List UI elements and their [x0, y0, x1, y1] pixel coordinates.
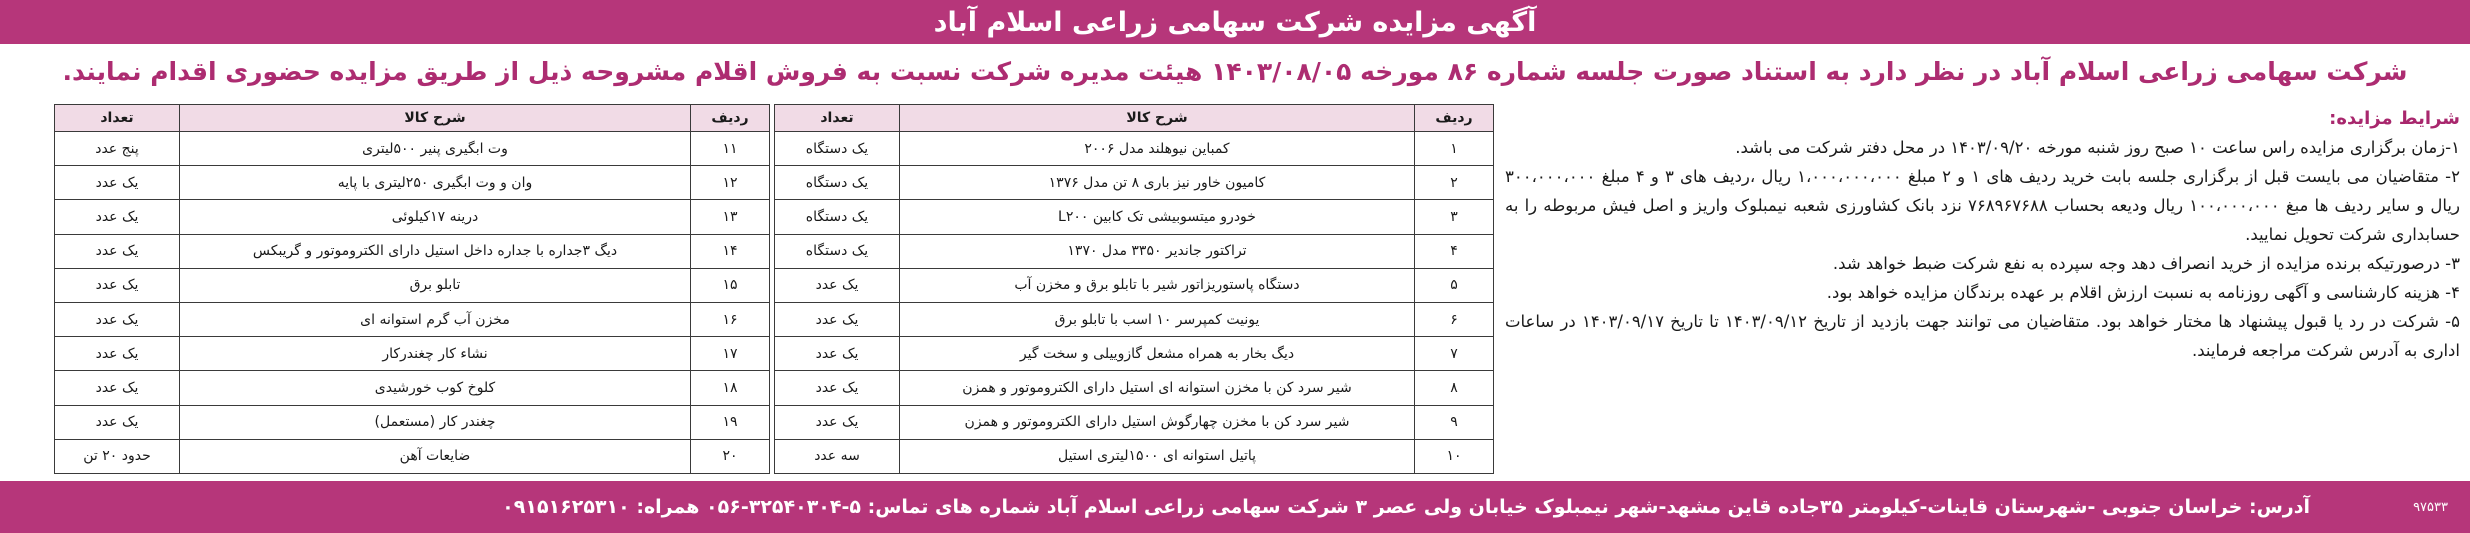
row-number-cell: ۷ [1415, 337, 1494, 371]
quantity-cell: یک دستگاه [775, 132, 900, 166]
row-number-cell: ۱۰ [1415, 439, 1494, 473]
description-cell: نشاء کار چغندرکار [180, 337, 691, 371]
table-header-row [55, 105, 770, 132]
quantity-cell: یک عدد [55, 234, 180, 268]
description-cell: دیگ ۳جداره با جداره داخل استیل دارای الکتروموتور و گریبکس [180, 234, 691, 268]
row-number-cell: ۹ [1415, 405, 1494, 439]
table-row [55, 234, 770, 268]
quantity-cell: یک عدد [55, 200, 180, 234]
condition-item: ۱-زمان برگزاری مزایده راس ساعت ۱۰ صبح روز شنبه مورخه ۱۴۰۳/۰۹/۲۰ در محل دفتر شرکت می باشد. [1735, 138, 2460, 157]
quantity-cell: یک عدد [775, 268, 900, 302]
table-row [775, 234, 1494, 268]
conditions-title: شرایط مزایده: [2329, 108, 2460, 129]
table-row [55, 166, 770, 200]
description-cell: درینه ۱۷کیلوئی [180, 200, 691, 234]
table-row [775, 439, 1494, 473]
row-number-cell: ۵ [1415, 268, 1494, 302]
quantity-cell: یک عدد [55, 166, 180, 200]
header-row-number: ردیف [691, 105, 770, 132]
row-number-cell: ۱۳ [691, 200, 770, 234]
quantity-cell: یک دستگاه [775, 166, 900, 200]
items-tables [54, 104, 1494, 474]
description-cell: تابلو برق [180, 268, 691, 302]
quantity-cell: یک عدد [775, 337, 900, 371]
header-description: شرح کالا [180, 105, 691, 132]
description-cell: خودرو میتسوبیشی تک کابین L۲۰۰ [900, 200, 1415, 234]
table-row [775, 200, 1494, 234]
quantity-cell: یک عدد [55, 337, 180, 371]
row-number-cell: ۱۶ [691, 302, 770, 336]
quantity-cell: حدود ۲۰ تن [55, 439, 180, 473]
row-number-cell: ۱۲ [691, 166, 770, 200]
table-row [775, 268, 1494, 302]
description-cell: مخزن آب گرم استوانه ای [180, 302, 691, 336]
description-cell: ضایعات آهن [180, 439, 691, 473]
description-cell: پاتیل استوانه ای ۱۵۰۰لیتری استیل [900, 439, 1415, 473]
quantity-cell: یک عدد [55, 302, 180, 336]
description-cell: وت ابگیری پنیر ۵۰۰لیتری [180, 132, 691, 166]
description-cell: شیر سرد کن با مخزن استوانه ای استیل دارای الکتروموتور و همزن [900, 371, 1415, 405]
condition-item: ۳- درصورتیکه برنده مزایده از خرید انصراف دهد وجه سپرده به نفع شرکت ضبط خواهد شد. [1832, 254, 2460, 273]
row-number-cell: ۱۹ [691, 405, 770, 439]
quantity-cell: پنج عدد [55, 132, 180, 166]
subtitle: شرکت سهامی زراعی اسلام آباد در نظر دارد به استناد صورت جلسه شماره ۸۶ مورخه ۱۴۰۳/۰۸/۰۵ هیئت مدیره شرکت نسبت به فروش اقلام مشروحه ذیل از طریق مزایده حضوری اقدام نمایند. [62, 56, 2408, 86]
table-row [775, 371, 1494, 405]
condition-item: ۲- متقاضیان می بایست قبل از برگزاری جلسه بابت خرید ردیف های ۱ و ۲ مبلغ ۱،۰۰۰،۰۰۰،۰۰۰ ریال ،ردیف های ۳ و ۴ مبلغ ۳۰۰،۰۰۰،۰۰۰ ریال و سایر ردیف ها مبغ ۱۰۰،۰۰۰،۰۰۰ ریال ودیعه بحساب ۷۶۸۹۶۷۶۸۸ نزد بانک کشاورزی شعبه نیمبلوک واریز و اصل فیش مربوطه را به حسابداری شرکت تحویل نمایید. [1505, 167, 2460, 244]
description-cell: تراکتور جاندیر ۳۳۵۰ مدل ۱۳۷۰ [900, 234, 1415, 268]
table-row [775, 302, 1494, 336]
row-number-cell: ۲۰ [691, 439, 770, 473]
header-description: شرح کالا [900, 105, 1415, 132]
table-header-row [775, 105, 1494, 132]
quantity-cell: یک عدد [775, 302, 900, 336]
footer-bar [0, 481, 2470, 533]
items-table-left [54, 104, 770, 474]
description-cell: یونیت کمپرسر ۱۰ اسب با تابلو برق [900, 302, 1415, 336]
description-cell: کلوخ کوب خورشیدی [180, 371, 691, 405]
quantity-cell: یک عدد [775, 405, 900, 439]
table-row [775, 132, 1494, 166]
row-number-cell: ۱ [1415, 132, 1494, 166]
reference-code: ۹۷۵۳۳ [2413, 499, 2448, 515]
description-cell: چغندر کار (مستعمل) [180, 405, 691, 439]
row-number-cell: ۱۱ [691, 132, 770, 166]
header-row-number: ردیف [1415, 105, 1494, 132]
row-number-cell: ۱۸ [691, 371, 770, 405]
description-cell: کامیون خاور نیز باری ۸ تن مدل ۱۳۷۶ [900, 166, 1415, 200]
table-row [55, 405, 770, 439]
quantity-cell: یک عدد [775, 371, 900, 405]
table-row [55, 371, 770, 405]
row-number-cell: ۴ [1415, 234, 1494, 268]
table-row [55, 268, 770, 302]
items-table-right [774, 104, 1494, 474]
row-number-cell: ۳ [1415, 200, 1494, 234]
description-cell: شیر سرد کن با مخزن چهارگوش استیل دارای الکتروموتور و همزن [900, 405, 1415, 439]
title-bar [0, 0, 2470, 44]
quantity-cell: یک عدد [55, 405, 180, 439]
table-row [55, 337, 770, 371]
row-number-cell: ۱۴ [691, 234, 770, 268]
row-number-cell: ۶ [1415, 302, 1494, 336]
quantity-cell: یک دستگاه [775, 234, 900, 268]
table-body [775, 132, 1494, 474]
quantity-cell: یک عدد [55, 371, 180, 405]
auction-conditions [1505, 104, 2460, 474]
table-row [55, 302, 770, 336]
header-quantity: تعداد [775, 105, 900, 132]
table-row [55, 439, 770, 473]
quantity-cell: یک دستگاه [775, 200, 900, 234]
quantity-cell: یک عدد [55, 268, 180, 302]
header-quantity: تعداد [55, 105, 180, 132]
row-number-cell: ۱۷ [691, 337, 770, 371]
footer-address: آدرس: خراسان جنوبی -شهرستان قاینات-کیلومتر ۳۵جاده قاین مشهد-شهر نیمبلوک خیابان ولی عصر ۳ شرکت سهامی زراعی اسلام آباد شماره های تماس: ۵-۳۲۵۴۰۳۰۴-۰۵۶ همراه: ۰۹۱۵۱۶۲۵۳۱۰ [502, 496, 2310, 518]
row-number-cell: ۸ [1415, 371, 1494, 405]
condition-item: ۵- شرکت در رد یا قبول پیشنهاد ها مختار خواهد بود. متقاضیان می توانند جهت بازدید از تاریخ ۱۴۰۳/۰۹/۱۲ تا تاریخ ۱۴۰۳/۰۹/۱۷ در ساعات اداری به آدرس شرکت مراجعه فرمایند. [1505, 312, 2460, 360]
quantity-cell: سه عدد [775, 439, 900, 473]
description-cell: دستگاه پاستوریزاتور شیر با تابلو برق و مخزن آب [900, 268, 1415, 302]
description-cell: کمباین نیوهلند مدل ۲۰۰۶ [900, 132, 1415, 166]
row-number-cell: ۱۵ [691, 268, 770, 302]
table-body [55, 132, 770, 474]
table-row [775, 166, 1494, 200]
table-row [55, 132, 770, 166]
table-row [775, 405, 1494, 439]
table-row [775, 337, 1494, 371]
row-number-cell: ۲ [1415, 166, 1494, 200]
condition-item: ۴- هزینه کارشناسی و آگهی روزنامه به نسبت ارزش اقلام بر عهده برندگان مزایده خواهد بود. [1826, 283, 2460, 302]
description-cell: وان و وت ابگیری ۲۵۰لیتری با پایه [180, 166, 691, 200]
description-cell: دیگ بخار به همراه مشعل گازوییلی و سخت گیر [900, 337, 1415, 371]
table-row [55, 200, 770, 234]
page-title: آگهی مزایده شرکت سهامی زراعی اسلام آباد [933, 6, 1537, 38]
